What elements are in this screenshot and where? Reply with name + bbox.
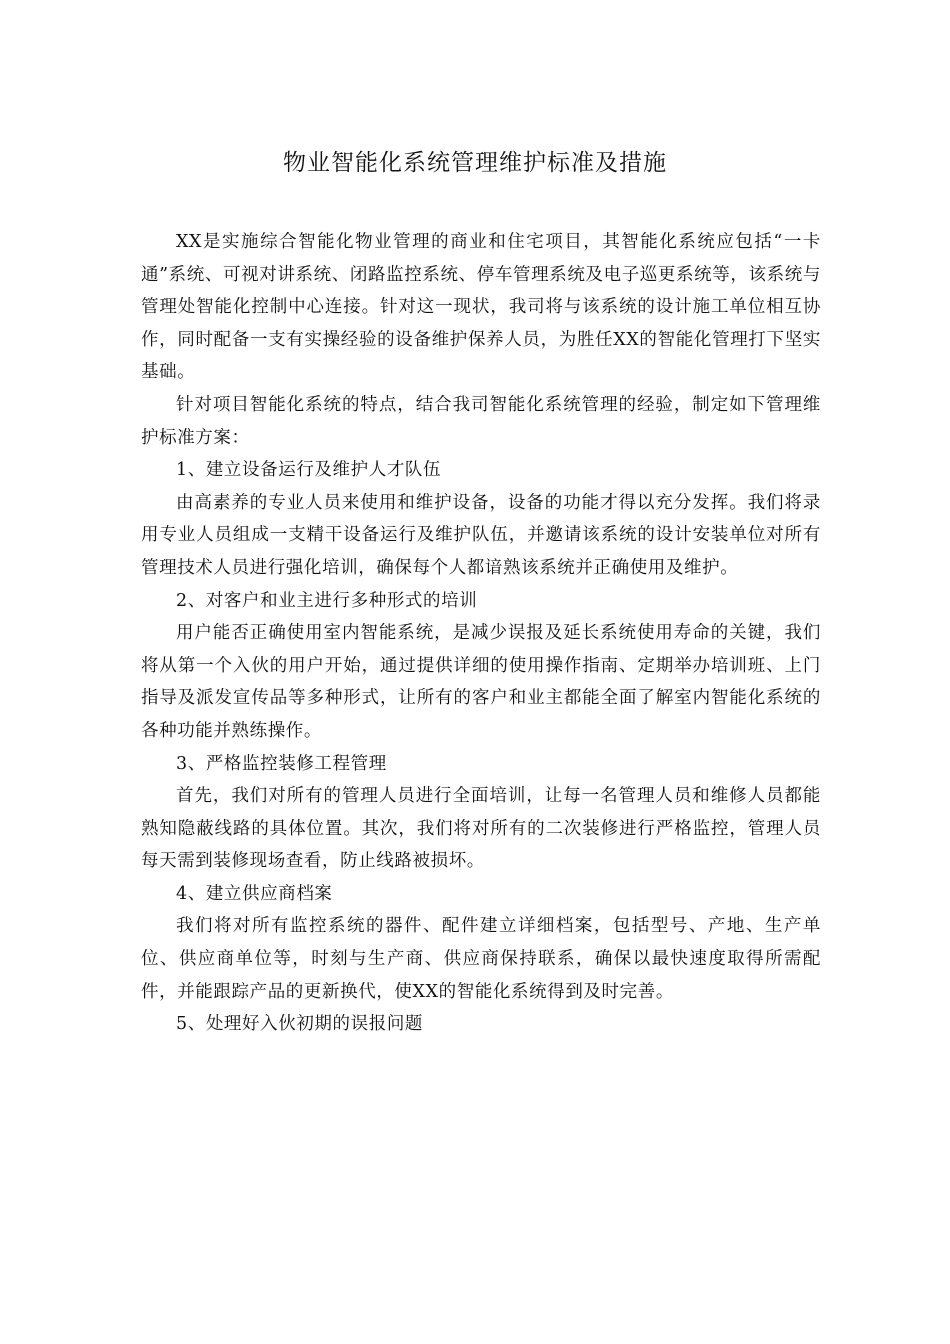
section-4-paragraph: 我们将对所有监控系统的器件、配件建立详细档案，包括型号、产地、生产单位、供应商单位等，时刻与生产商、供应商保持联系，确保以最快速度取得所需配件，并能跟踪产品的更新换代，使XX的智能化系统得到及时完善。 [141,916,821,1002]
section-3-paragraph: 首先，我们对所有的管理人员进行全面培训，让每一名管理人员和维修人员都能熟知隐蔽线路的具体位置。其次，我们将对所有的二次装修进行严格监控，管理人员每天需到装修现场查看，防止线路被损坏。 [141,786,821,872]
section-2-paragraph: 用户能否正确使用室内智能系统，是减少误报及延长系统使用寿命的关键，我们将从第一个入伙的用户开始，通过提供详细的使用操作指南、定期举办培训班、上门指导及派发宣传品等多种形式，让所有的客户和业主都能全面了解室内智能化系统的各种功能并熟练操作。 [141,623,821,741]
intro-paragraph: XX是实施综合智能化物业管理的商业和住宅项目，其智能化系统应包括“一卡通”系统、可视对讲系统、闭路监控系统、停车管理系统及电子巡更系统等，该系统与管理处智能化控制中心连接。针对这一现状，我司将与该系统的设计施工单位相互协作，同时配备一支有实操经验的设备维护保养人员，为胜任XX的智能化管理打下坚实基础。 [141,232,821,383]
document-body [141,226,821,1041]
section-5-heading: 5、处理好入伙初期的误报问题 [176,1014,424,1035]
section-4-heading: 4、建立供应商档案 [176,883,333,904]
section-2-heading: 2、对客户和业主进行多种形式的培训 [176,590,478,611]
document-title: 物业智能化系统管理维护标准及措施 [283,150,667,176]
section-3-heading: 3、严格监控装修工程管理 [176,753,387,774]
scheme-intro-paragraph: 针对项目智能化系统的特点，结合我司智能化系统管理的经验，制定如下管理维护标准方案： [141,394,821,448]
section-1-heading: 1、建立设备运行及维护人才队伍 [176,460,442,481]
section-1-paragraph: 由高素养的专业人员来使用和维护设备，设备的功能才得以充分发挥。我们将录用专业人员组成一支精干设备运行及维护队伍，并邀请该系统的设计安装单位对所有管理技术人员进行强化培训，确保每个人都谙熟该系统并正确使用及维护。 [141,492,821,578]
